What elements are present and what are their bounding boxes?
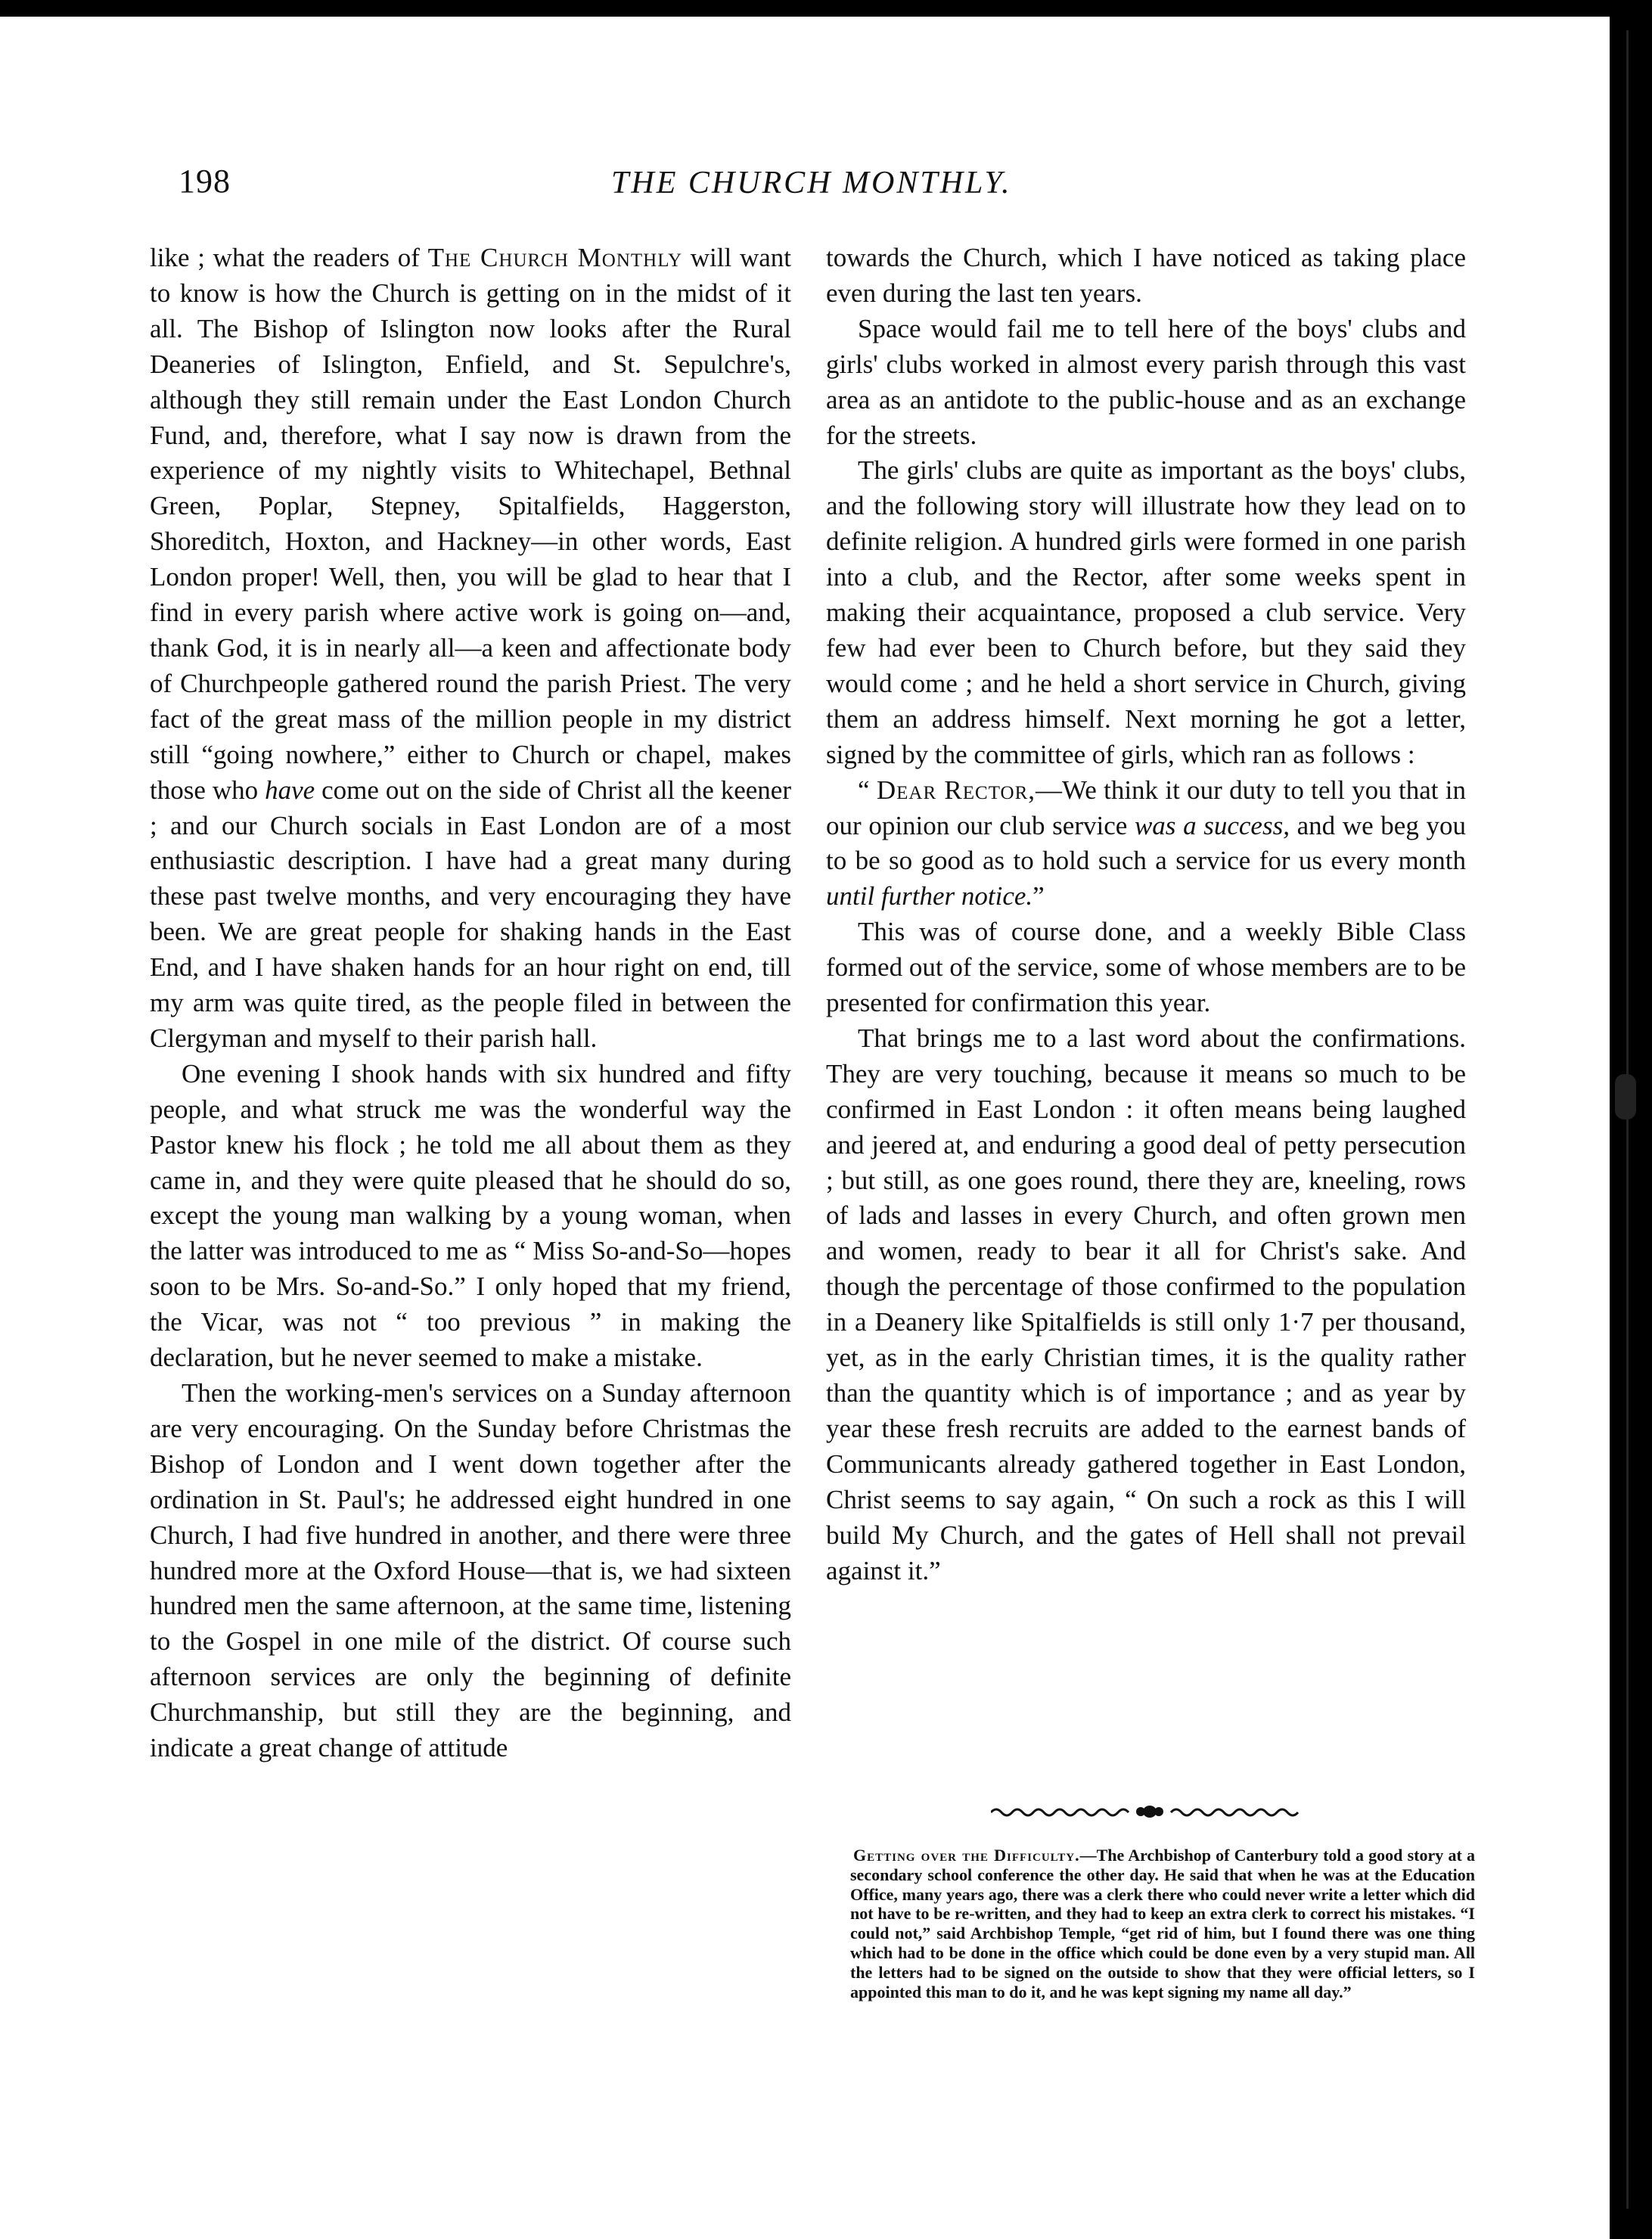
left-paragraph-2: One evening I shook hands with six hundred and fifty people, and what struck me was the wonderful way the Pastor knew his flock ; he told me all about them as they came in, and they were quite pleased that he should do so, except the young man walking by a young woman, when the latter was introduced to me as “ Miss So-and-So—hopes soon to be Mrs. So-and-So.” I only hoped that my friend, the Vicar, was not “ too previous ” in making the declaration, but he never seemed to make a mistake. <box>150 1058 791 1373</box>
right-paragraph-letter: “ Dear Rector,—We think it our duty to tell you that in our opinion our club service was a success, and we beg you to be so good as to hold such a service for us every month until further notice.” <box>826 775 1467 911</box>
page-number: 198 <box>179 163 231 200</box>
left-paragraph-1: like ; what the readers of The Church Monthly will want to know is how the Church is getting on in the midst of it all. The Bishop of Islington now looks after the Rural Deaneries of Islington, Enfield, and St. Sepulchre's, although they still remain under the East London Church Fund, and, therefore, what I say now is drawn from the experience of my nightly visits to Whitechapel, Bethnal Green, Poplar, Stepney, Spitalfields, Haggerston, Shoreditch, Hoxton, and Hackney—in other words, East London proper! Well, then, you will be glad to hear that I find in every parish where active work is going on—and, thank God, it is in nearly all—a keen and affectionate body of Churchpeople gathered round the parish Priest. The very fact of the great mass of the million people in my district still “going nowhere,” either to Church or chapel, makes those who have come out on the side of Christ all the keener ; and our Church socials in East London are of a most enthusiastic description. I have had a great many during these past twelve months, and very encouraging they have been. We are great people for shaking hands in the East End, and I have shaken hands for an hour right on end, till my arm was quite tired, as the people filed in between the Clergyman and myself to their parish hall. <box>150 243 792 1053</box>
footnote-heading: Getting over the Difficulty. <box>853 1846 1080 1865</box>
right-paragraph-3: The girls' clubs are quite as important as the boys' clubs, and the following story will illustrate how they lead on to definite religion. A hundred girls were formed in one parish into a club, and the Rector, after some weeks spent in making their acquaintance, proposed a club service. Very few had ever been to Church before, but they said they would come ; and he held a short service in Church, giving them an address himself. Next morning he got a letter, signed by the committee of girls, which ran as follows : <box>826 455 1466 769</box>
scan-smudge <box>1615 1074 1636 1120</box>
page-edge-line <box>1626 30 1629 2209</box>
running-title: THE CHURCH MONTHLY. <box>611 166 1012 200</box>
right-column <box>826 241 1466 1588</box>
left-column <box>150 241 791 1766</box>
section-divider-ornament <box>991 1800 1309 1823</box>
right-paragraph-2: Space would fail me to tell here of the boys' clubs and girls' clubs worked in almost every parish through this vast area as an antidote to the public-house and as an exchange for the streets. <box>826 313 1466 450</box>
right-paragraph-5: This was of course done, and a weekly Bible Class formed out of the service, some of whose members are to be presented for confirmation this year. <box>826 917 1466 1018</box>
scan-top-border <box>0 0 1652 17</box>
magazine-name: The Church Monthly <box>427 243 683 272</box>
footnote-body: —The Archbishop of Canterbury told a good story at a secondary school conference the other day. He said that when he was at the Education Office, many years ago, there was a clerk there who could never write a letter which did not have to be re-written, and they had to keep an extra clerk to correct his mistakes. “I could not,” said Archbishop Temple, “get rid of him, but I found there was one thing which had to be done in the office which could be done even by a very stupid man. All the letters had to be signed on the outside to show that they were official letters, so I appointed this man to do it, and he was kept signing my name all day.” <box>850 1846 1475 2001</box>
left-paragraph-3: Then the working-men's services on a Sunday afternoon are very encouraging. On the Sunday before Christmas the Bishop of London and I went down together after the ordination in St. Paul's; he addressed eight hundred in one Church, I had five hundred in another, and there were three hundred more at the Oxford House—that is, we had sixteen hundred men the same afternoon, at the same time, listening to the Gospel in one mile of the district. Of course such afternoon services are only the beginning of definite Churchmanship, but still they are the beginning, and indicate a great change of attitude <box>150 1378 791 1763</box>
footnote-anecdote <box>850 1846 1475 2001</box>
right-paragraph-1: towards the Church, which I have noticed as taking place even during the last ten years. <box>826 243 1466 308</box>
scan-right-border <box>1610 0 1652 2239</box>
right-paragraph-6: That brings me to a last word about the confirmations. They are very touching, because it means so much to be confirmed in East London : it often means being laughed and jeered at, and enduring a good deal of petty persecution ; but still, as one goes round, there they are, kneeling, rows of lads and lasses in every Church, and often grown men and women, ready to bear it all for Christ's sake. And though the percentage of those confirmed to the population in a Deanery like Spitalfields is still only 1·7 per thousand, yet, as in the early Christian times, it is the quality rather than the quantity which is of importance ; and as year by year these fresh recruits are added to the earnest bands of Communicants already gathered together in East London, Christ seems to say again, “ On such a rock as this I will build My Church, and the gates of Hell shall not prevail against it.” <box>826 1023 1466 1585</box>
